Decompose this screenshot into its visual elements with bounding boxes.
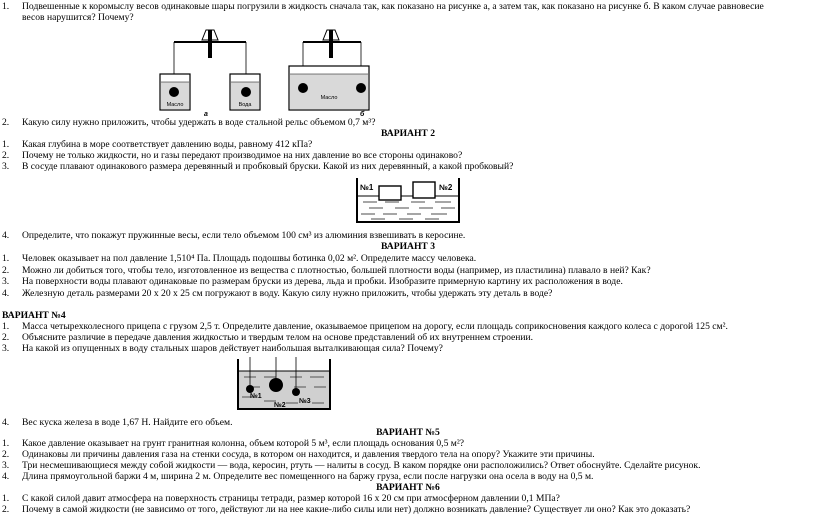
question-text: Определите, что покажут пружинные весы, если тело объемом 100 см³ из алюминия взвешивать в керосине. xyxy=(22,230,466,241)
question-text: Длина прямоугольной баржи 4 м, ширина 2 м. Определите вес помещенного на баржу груза, если после нагрузки она осела в воду на 0,5 м. xyxy=(22,471,594,482)
variant-2-title: ВАРИАНТ 2 xyxy=(380,128,436,139)
question-number: 1. xyxy=(2,139,10,150)
question-text: Какая глубина в море соответствует давлению воды, равному 412 кПа? xyxy=(22,139,313,150)
variant-6-title: ВАРИАНТ №6 xyxy=(376,482,440,493)
ball-label-2: №2 xyxy=(274,402,286,409)
question-number: 3. xyxy=(2,460,10,471)
question-number: 4. xyxy=(2,417,10,428)
question-number: 3. xyxy=(2,276,10,287)
tank-label-oil: Масло xyxy=(320,95,338,101)
question-text: Почему в самой жидкости (не зависимо от того, действуют ли на нее какие-либо силы или нет) должно возникать давление? Существует ли оно? Как это доказать? xyxy=(22,504,691,515)
question-text: На поверхности воды плавают одинаковые по размерам бруски из дерева, льда и пробки. Изобразите примерную картину их расположения в воде. xyxy=(22,276,623,287)
figure-caption-a: а xyxy=(204,111,208,118)
question-text: Объясните различие в передаче давления жидкостью и твердым телом на основе представлений об их внутреннем строении. xyxy=(22,332,534,343)
figure-caption-b: б xyxy=(360,111,365,118)
variant-4-title: ВАРИАНТ №4 xyxy=(2,310,66,321)
question-number: 2. xyxy=(2,117,10,128)
question-text: весов нарушится? Почему? xyxy=(22,12,134,23)
ball-label-3: №3 xyxy=(299,398,311,405)
question-text: Масса четырехколесного прицепа с грузом 2,5 т. Определите давление, оказываемое прицепом на дорогу, если площадь соприкосновения каждого колеса с дорогой 125 см². xyxy=(22,321,728,332)
ball-label-1: №1 xyxy=(250,393,262,400)
steel-balls-figure xyxy=(236,357,332,413)
block-label-2: №2 xyxy=(439,183,453,192)
variant-5-title: ВАРИАНТ №5 xyxy=(376,427,440,438)
question-text: Подвешенные к коромыслу весов одинаковые шары погрузили в жидкость сначала так, как показано на рисунке а, а затем так, как показано на рисунке б. В каком случае равновесие xyxy=(22,1,764,12)
question-number: 2. xyxy=(2,504,10,515)
question-number: 2. xyxy=(2,150,10,161)
question-number: 3. xyxy=(2,343,10,354)
variant-3-title: ВАРИАНТ 3 xyxy=(380,241,436,252)
question-1-1-continued xyxy=(22,13,134,23)
question-text: На какой из опущенных в воду стальных шаров действует наибольшая выталкивающая сила? Почему? xyxy=(22,343,443,354)
question-number: 4. xyxy=(2,288,10,299)
question-text: Одинаковы ли причины давления газа на стенки сосуда, в котором он находится, и давления твердого тела на опору? Укажите эти причины. xyxy=(22,449,595,460)
question-number: 2. xyxy=(2,265,10,276)
block-label-1: №1 xyxy=(360,183,374,192)
question-number: 3. xyxy=(2,161,10,172)
question-number: 1. xyxy=(2,1,10,12)
question-text: Почему не только жидкости, но и газы передают производимое на них давление во все стороны одинаково? xyxy=(22,150,463,161)
floating-blocks-figure xyxy=(355,176,461,226)
question-number: 4. xyxy=(2,230,10,241)
balance-figure-b xyxy=(285,26,405,118)
question-number: 1. xyxy=(2,321,10,332)
question-text: Какую силу нужно приложить, чтобы удержать в воде стальной рельс объемом 0,7 м³? xyxy=(22,117,376,128)
question-text: Железную деталь размерами 20 х 20 х 25 см погружают в воду. Какую силу нужно приложить, чтобы удержать эту деталь в воде? xyxy=(22,288,553,299)
question-number: 1. xyxy=(2,253,10,264)
question-number: 1. xyxy=(2,438,10,449)
question-text: Вес куска железа в воде 1,67 Н. Найдите его объем. xyxy=(22,417,233,428)
question-number: 2. xyxy=(2,332,10,343)
beaker-label-oil: Масло xyxy=(166,102,184,108)
question-text: Можно ли добиться того, чтобы тело, изготовленное из вещества с плотностью, большей плотности воды (например, из пластилина) плавало в ней? Как? xyxy=(22,265,651,276)
balance-figure-a xyxy=(150,26,270,118)
beaker-label-water: Вода xyxy=(238,102,252,108)
question-text: С какой силой давит атмосфера на поверхность страницы тетради, размер которой 16 х 20 см при атмосферном давлении 0,1 МПа? xyxy=(22,493,560,504)
question-number: 4. xyxy=(2,471,10,482)
question-number: 1. xyxy=(2,493,10,504)
question-text: В сосуде плавают одинакового размера деревянный и пробковый бруски. Какой из них деревянный, а какой пробковый? xyxy=(22,161,514,172)
question-text: Какое давление оказывает на грунт гранитная колонна, объем которой 5 м³, если площадь основания 0,5 м²? xyxy=(22,438,464,449)
question-text: Три несмешивающиеся между собой жидкости — вода, керосин, ртуть — налиты в сосуд. В каком порядке они расположились? Ответ обоснуйте. Сделайте рисунок. xyxy=(22,460,701,471)
question-number: 2. xyxy=(2,449,10,460)
question-text: Человек оказывает на пол давление 1,510⁴ Па. Площадь подошвы ботинка 0,02 м². Определите массу человека. xyxy=(22,253,477,264)
